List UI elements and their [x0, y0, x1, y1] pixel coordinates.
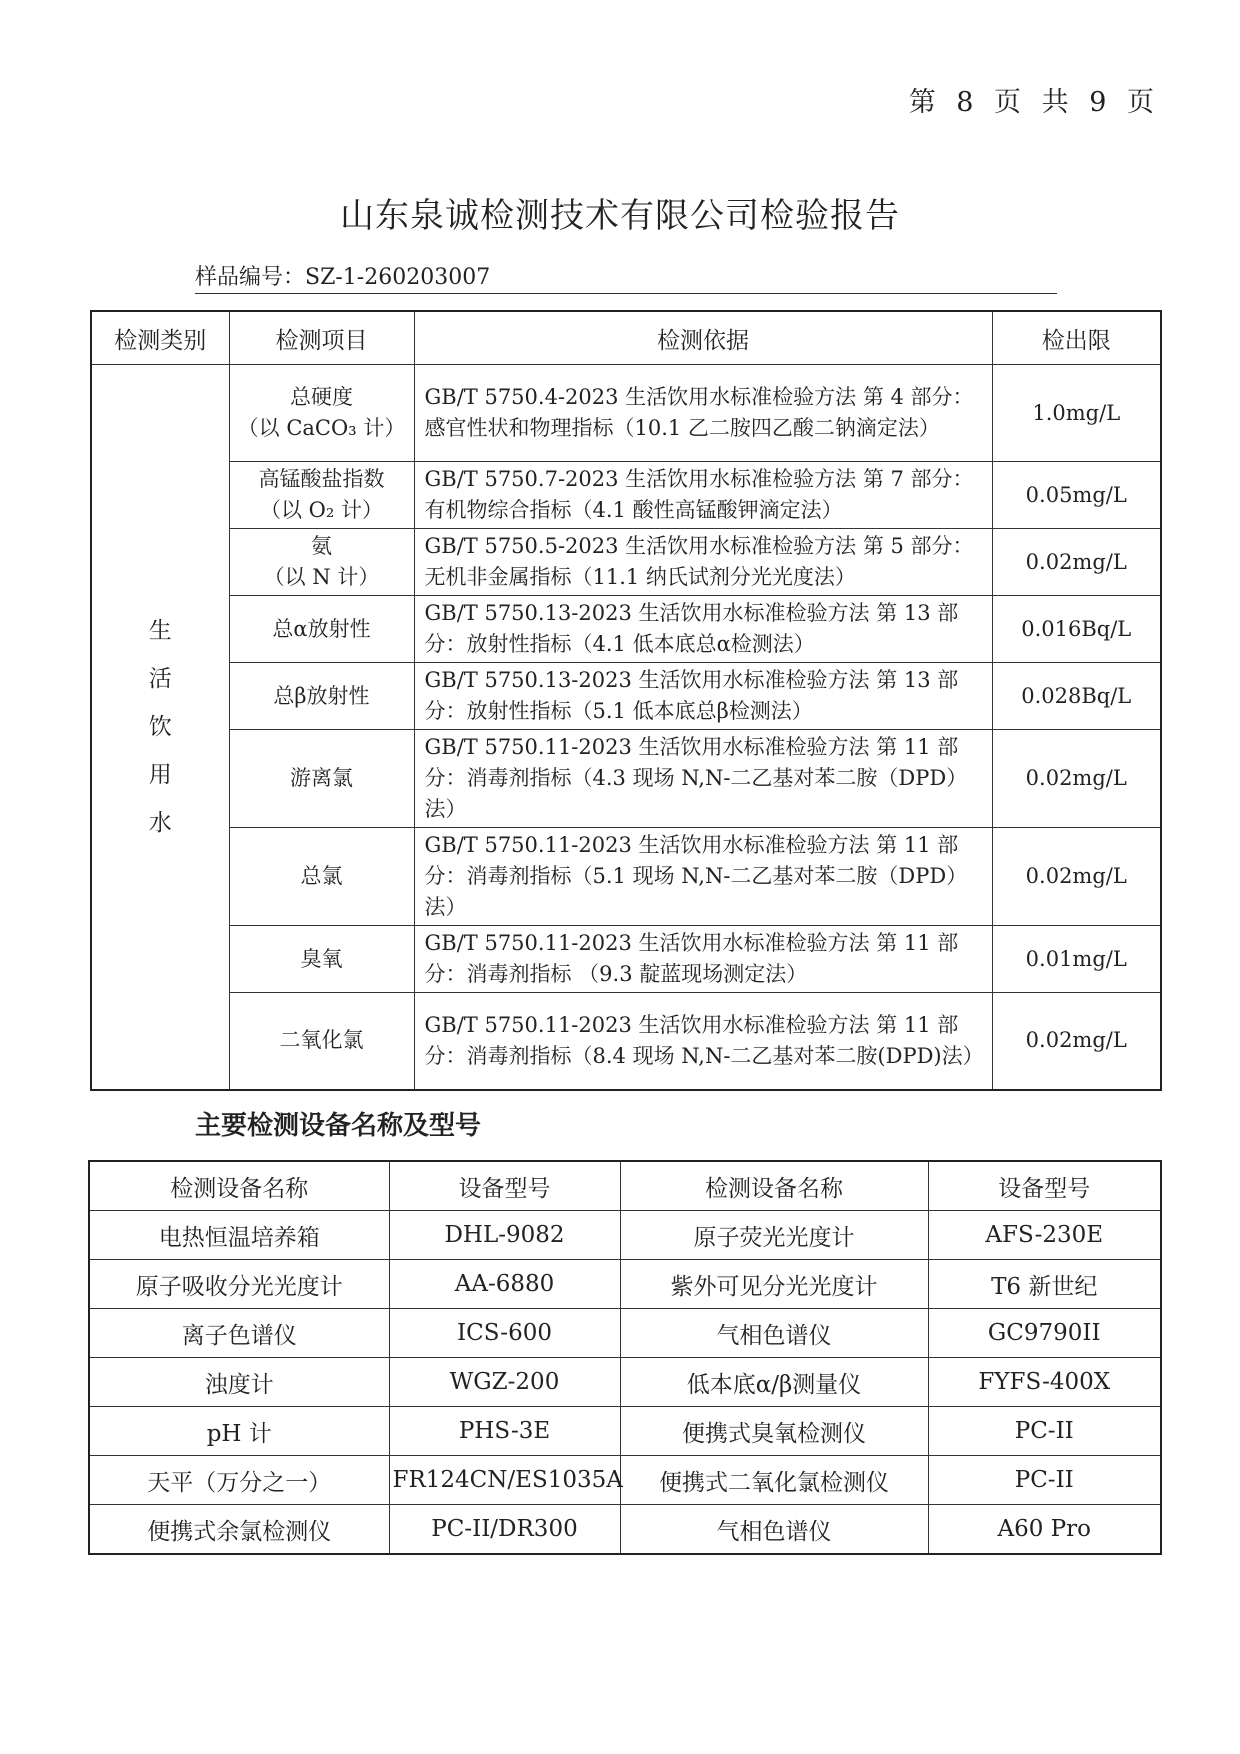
- table-row: [89, 1260, 1161, 1309]
- equipment-name: 便携式二氧化氯检测仪: [620, 1456, 928, 1505]
- item-name: 高锰酸盐指数: [258, 467, 385, 491]
- item-cell: [229, 730, 414, 828]
- equipment-model: PC-II/DR300: [389, 1505, 620, 1555]
- item-cell: [229, 529, 414, 596]
- item-cell: [229, 993, 414, 1090]
- equipment-model: ICS-600: [389, 1309, 620, 1358]
- table-row: [91, 529, 1161, 596]
- limit-cell: 1.0mg/L: [992, 365, 1161, 462]
- limit-cell: 0.02mg/L: [992, 828, 1161, 926]
- test-method-table: [90, 310, 1162, 1091]
- item-cell: [229, 365, 414, 462]
- equipment-table: [88, 1160, 1162, 1555]
- header-basis: 检测依据: [414, 311, 992, 365]
- item-cell: [229, 462, 414, 529]
- table-row: [89, 1407, 1161, 1456]
- equipment-model: FR124CN/ES1035A: [389, 1456, 620, 1505]
- equipment-name: 原子荧光光度计: [620, 1211, 928, 1260]
- equipment-name: 便携式臭氧检测仪: [620, 1407, 928, 1456]
- equipment-name: 便携式余氯检测仪: [89, 1505, 389, 1555]
- limit-cell: 0.02mg/L: [992, 993, 1161, 1090]
- table-row: [89, 1309, 1161, 1358]
- page-number: 第 8 页 共 9 页: [908, 87, 1160, 118]
- equipment-model: DHL-9082: [389, 1211, 620, 1260]
- basis-cell: GB/T 5750.13-2023 生活饮用水标准检验方法 第 13 部分：放射性指标（4.1 低本底总α检测法）: [414, 596, 992, 663]
- equipment-heading: 主要检测设备名称及型号: [195, 1111, 482, 1141]
- equipment-name: 气相色谱仪: [620, 1505, 928, 1555]
- equipment-model: AA-6880: [389, 1260, 620, 1309]
- limit-cell: 0.05mg/L: [992, 462, 1161, 529]
- item-name: 二氧化氯: [279, 1028, 364, 1053]
- table-row: [91, 730, 1161, 828]
- item-cell: [229, 926, 414, 993]
- table-row: [91, 596, 1161, 663]
- equipment-model: FYFS-400X: [928, 1358, 1161, 1407]
- report-title: 山东泉诚检测技术有限公司检验报告: [340, 196, 900, 236]
- basis-cell: GB/T 5750.13-2023 生活饮用水标准检验方法 第 13 部分：放射性指标（5.1 低本底总β检测法）: [414, 663, 992, 730]
- item-cell: [229, 596, 414, 663]
- equipment-model: A60 Pro: [928, 1505, 1161, 1555]
- basis-cell: GB/T 5750.11-2023 生活饮用水标准检验方法 第 11 部分：消毒剂指标（4.3 现场 N,N-二乙基对苯二胺（DPD）法）: [414, 730, 992, 828]
- limit-cell: 0.028Bq/L: [992, 663, 1161, 730]
- category-char: 生: [148, 617, 172, 644]
- table-header-row: [91, 311, 1161, 365]
- item-name: 游离氯: [290, 766, 353, 790]
- limit-cell: 0.02mg/L: [992, 730, 1161, 828]
- item-name: 总硬度: [290, 385, 353, 409]
- basis-cell: GB/T 5750.11-2023 生活饮用水标准检验方法 第 11 部分：消毒剂指标（5.1 现场 N,N-二乙基对苯二胺（DPD）法）: [414, 828, 992, 926]
- basis-cell: GB/T 5750.4-2023 生活饮用水标准检验方法 第 4 部分：感官性状和物理指标（10.1 乙二胺四乙酸二钠滴定法）: [414, 365, 992, 462]
- basis-cell: GB/T 5750.7-2023 生活饮用水标准检验方法 第 7 部分：有机物综合指标（4.1 酸性高锰酸钾滴定法）: [414, 462, 992, 529]
- table-row: [91, 365, 1161, 462]
- table-header-row: [89, 1161, 1161, 1211]
- table-row: [89, 1505, 1161, 1555]
- equipment-name: 浊度计: [89, 1358, 389, 1407]
- category-char: 水: [148, 809, 172, 836]
- basis-cell: GB/T 5750.11-2023 生活饮用水标准检验方法 第 11 部分：消毒剂指标（8.4 现场 N,N-二乙基对苯二胺(DPD)法）: [414, 993, 992, 1090]
- item-name: 总氯: [300, 864, 343, 888]
- limit-cell: 0.016Bq/L: [992, 596, 1161, 663]
- table-row: [91, 993, 1161, 1090]
- item-name: 总β放射性: [273, 683, 370, 708]
- item-name: 总α放射性: [272, 616, 371, 641]
- item-note: （以 CaCO₃ 计）: [237, 416, 406, 440]
- sample-id-value: SZ-1-260203007: [305, 265, 491, 290]
- equipment-name: 天平（万分之一）: [89, 1456, 389, 1505]
- table-row: [91, 828, 1161, 926]
- equipment-model: PC-II: [928, 1456, 1161, 1505]
- sample-id-line: [195, 260, 1057, 294]
- equipment-name: 离子色谱仪: [89, 1309, 389, 1358]
- equipment-model: WGZ-200: [389, 1358, 620, 1407]
- item-note: （以 O₂ 计）: [260, 498, 383, 522]
- sample-id-label: 样品编号：: [195, 265, 306, 290]
- category-char: 活: [148, 665, 172, 692]
- equipment-model: AFS-230E: [928, 1211, 1161, 1260]
- equipment-model: PHS-3E: [389, 1407, 620, 1456]
- table-row: [91, 462, 1161, 529]
- equipment-model: PC-II: [928, 1407, 1161, 1456]
- header-category: 检测类别: [91, 311, 229, 365]
- header-equipment-model: 设备型号: [389, 1161, 620, 1211]
- item-name: 臭氧: [300, 946, 343, 971]
- limit-cell: 0.01mg/L: [992, 926, 1161, 993]
- equipment-name: 气相色谱仪: [620, 1309, 928, 1358]
- equipment-name: 电热恒温培养箱: [89, 1211, 389, 1260]
- header-equipment-name: 检测设备名称: [89, 1161, 389, 1211]
- header-limit: 检出限: [992, 311, 1161, 365]
- table-row: [91, 926, 1161, 993]
- item-cell: [229, 828, 414, 926]
- table-row: [91, 663, 1161, 730]
- equipment-model: T6 新世纪: [928, 1260, 1161, 1309]
- category-char: 用: [148, 761, 172, 788]
- equipment-name: pH 计: [89, 1407, 389, 1456]
- equipment-model: GC9790II: [928, 1309, 1161, 1358]
- item-cell: [229, 663, 414, 730]
- header-equipment-name: 检测设备名称: [620, 1161, 928, 1211]
- equipment-name: 紫外可见分光光度计: [620, 1260, 928, 1309]
- header-item: 检测项目: [229, 311, 414, 365]
- item-note: （以 N 计）: [263, 565, 380, 589]
- equipment-name: 低本底α/β测量仪: [620, 1358, 928, 1407]
- header-equipment-model: 设备型号: [928, 1161, 1161, 1211]
- table-row: [89, 1358, 1161, 1407]
- basis-cell: GB/T 5750.11-2023 生活饮用水标准检验方法 第 11 部分：消毒剂指标 （9.3 靛蓝现场测定法）: [414, 926, 992, 993]
- category-char: 饮: [148, 713, 172, 740]
- limit-cell: 0.02mg/L: [992, 529, 1161, 596]
- table-row: [89, 1211, 1161, 1260]
- equipment-name: 原子吸收分光光度计: [89, 1260, 389, 1309]
- item-name: 氨: [311, 534, 332, 558]
- table-row: [89, 1456, 1161, 1505]
- basis-cell: GB/T 5750.5-2023 生活饮用水标准检验方法 第 5 部分：无机非金属指标（11.1 纳氏试剂分光光度法）: [414, 529, 992, 596]
- category-cell: [91, 365, 229, 1090]
